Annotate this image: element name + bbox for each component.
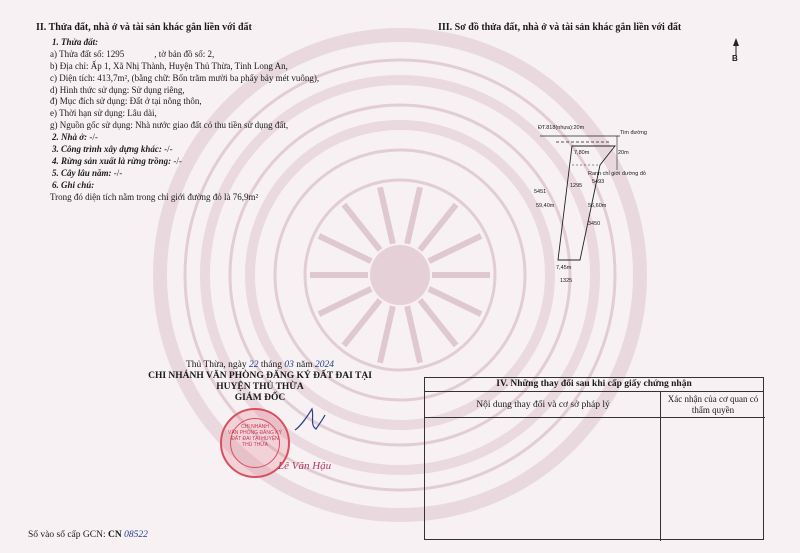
drum-ray	[344, 300, 380, 345]
drum-ray	[429, 236, 481, 261]
parcel-1325-label: 1325	[560, 278, 573, 284]
stamp-text	[222, 424, 288, 448]
red-line-label: Ranh chỉ giới đường đỏ	[588, 171, 646, 177]
usage-form: d) Hình thức sử dụng: Sử dụng riêng,	[50, 84, 185, 95]
serial-number: 08522	[124, 530, 148, 540]
parcel-number	[40, 48, 400, 60]
stamp-line: CHI NHÁNH	[241, 424, 269, 430]
note-text: Trong đó diện tích nằm trong chỉ giới đường đỏ là 76,9m²	[50, 191, 259, 202]
front-width-label: 7,80m	[574, 150, 590, 156]
usage-purpose: đ) Mục đích sử dụng: Đất ở tại nông thôn,	[50, 96, 202, 107]
section-4-title: IV. Những thay đổi sau khi cấp giấy chứng nhận	[425, 378, 763, 392]
land-info-block	[40, 36, 400, 202]
parcel-5451-label: 5451	[534, 189, 547, 195]
signer-role: GIÁM ĐỐC	[234, 393, 286, 403]
serial-label: Số vào sổ cấp GCN:	[28, 530, 108, 540]
drum-ray	[420, 300, 456, 345]
signature-scribble	[290, 405, 330, 435]
month-prefix: tháng	[258, 360, 285, 370]
map-sheet-text: , tờ bản đồ số: 2,	[154, 48, 215, 59]
stamp-line: VĂN PHÒNG ĐĂNG KÝ	[228, 430, 282, 436]
usage-term: e) Thời hạn sử dụng: Lâu dài,	[50, 108, 157, 119]
usage-origin: g) Nguồn gốc sử dụng: Nhà nước giao đất có thu tiền sử dụng đất,	[50, 120, 289, 131]
left-length-label: 59,40m	[536, 203, 555, 209]
stamp-line: THỦ THỪA	[242, 442, 268, 448]
parcel-number-text: a) Thửa đất số: 1295	[50, 48, 125, 59]
drum-ray	[429, 289, 481, 314]
item-2-label: 2. Nhà ở:	[52, 132, 88, 143]
drum-ray	[380, 306, 393, 363]
item-5-label: 5. Cây lâu năm:	[52, 167, 112, 178]
issuing-org-line1: CHI NHÁNH VĂN PHÒNG ĐĂNG KÝ ĐẤT ĐAI TẠI	[148, 371, 372, 381]
parcel-3450-label: 3450	[588, 221, 601, 227]
item-5-value: -/-	[111, 167, 123, 178]
item-1-heading: 1. Thửa đất:	[52, 37, 99, 47]
year-prefix: năm	[293, 360, 315, 370]
item-4-label: 4. Rừng sản xuất là rừng trồng:	[52, 155, 172, 166]
changes-col2-header: Xác nhận của cơ quan có thẩm quyền	[661, 392, 765, 418]
road-label: ĐT.818(nhựa):20m	[538, 125, 585, 131]
date-month: 03	[284, 360, 294, 370]
date-prefix: Thủ Thừa, ngày	[186, 360, 250, 370]
centerline-label: Tim đường	[620, 130, 647, 136]
area: c) Diện tích: 413,7m², (bằng chữ: Bốn trăm mười ba phẩy bảy mét vuông),	[50, 72, 320, 83]
drum-ray	[420, 205, 456, 250]
parcel-5493-label: 5493	[592, 179, 605, 185]
changes-col1-header: Nội dung thay đổi và cơ sở pháp lý	[425, 392, 661, 418]
parcel-outline	[520, 110, 720, 290]
signature-block	[120, 360, 400, 404]
item-3	[40, 143, 400, 155]
section-3-title: III. Sơ đồ thửa đất, nhà ở và tài sản khác gắn liền với đất	[438, 22, 682, 33]
drum-ray	[319, 289, 371, 314]
signer-name: Lê Văn Hậu	[278, 460, 332, 472]
item-3-label: 3. Công trình xây dựng khác:	[52, 144, 162, 155]
address: b) Địa chỉ: Ấp 1, Xã Nhị Thành, Huyện Thủ Thừa, Tỉnh Long An,	[50, 60, 288, 71]
road-width-label: 20m	[618, 150, 629, 156]
certificate-serial	[28, 530, 148, 540]
changes-table	[424, 377, 764, 540]
issuing-org-line2: HUYỆN THỦ THỪA	[216, 382, 304, 392]
drum-ray	[344, 205, 380, 250]
drum-ray	[319, 236, 371, 261]
item-4-value: -/-	[171, 155, 182, 166]
item-2	[40, 131, 400, 143]
section-2-title: II. Thửa đất, nhà ở và tài sản khác gắn liền với đất	[36, 22, 252, 33]
drum-ray	[407, 187, 420, 244]
north-label: B	[732, 54, 738, 63]
stamp-line: ĐẤT ĐAI TẠI HUYỆN	[231, 436, 279, 442]
item-3-value: -/-	[161, 144, 173, 155]
item-6-heading: 6. Ghi chú:	[52, 179, 95, 190]
north-arrow-icon	[730, 38, 742, 68]
item-4	[40, 155, 400, 167]
parcel-sketch	[520, 110, 720, 290]
serial-cn: CN	[107, 530, 122, 540]
item-2-value: -/-	[87, 132, 98, 143]
date-day: 22	[249, 360, 259, 370]
parcel-1295-label: 1295	[570, 183, 583, 189]
drum-ray	[407, 306, 420, 363]
issue-date	[120, 360, 400, 371]
item-5	[40, 167, 400, 179]
changes-table-col1	[425, 392, 661, 541]
date-year: 2024	[315, 360, 334, 370]
back-width-label: 7,45m	[556, 265, 572, 271]
right-length-label: 56,60m	[588, 203, 607, 209]
